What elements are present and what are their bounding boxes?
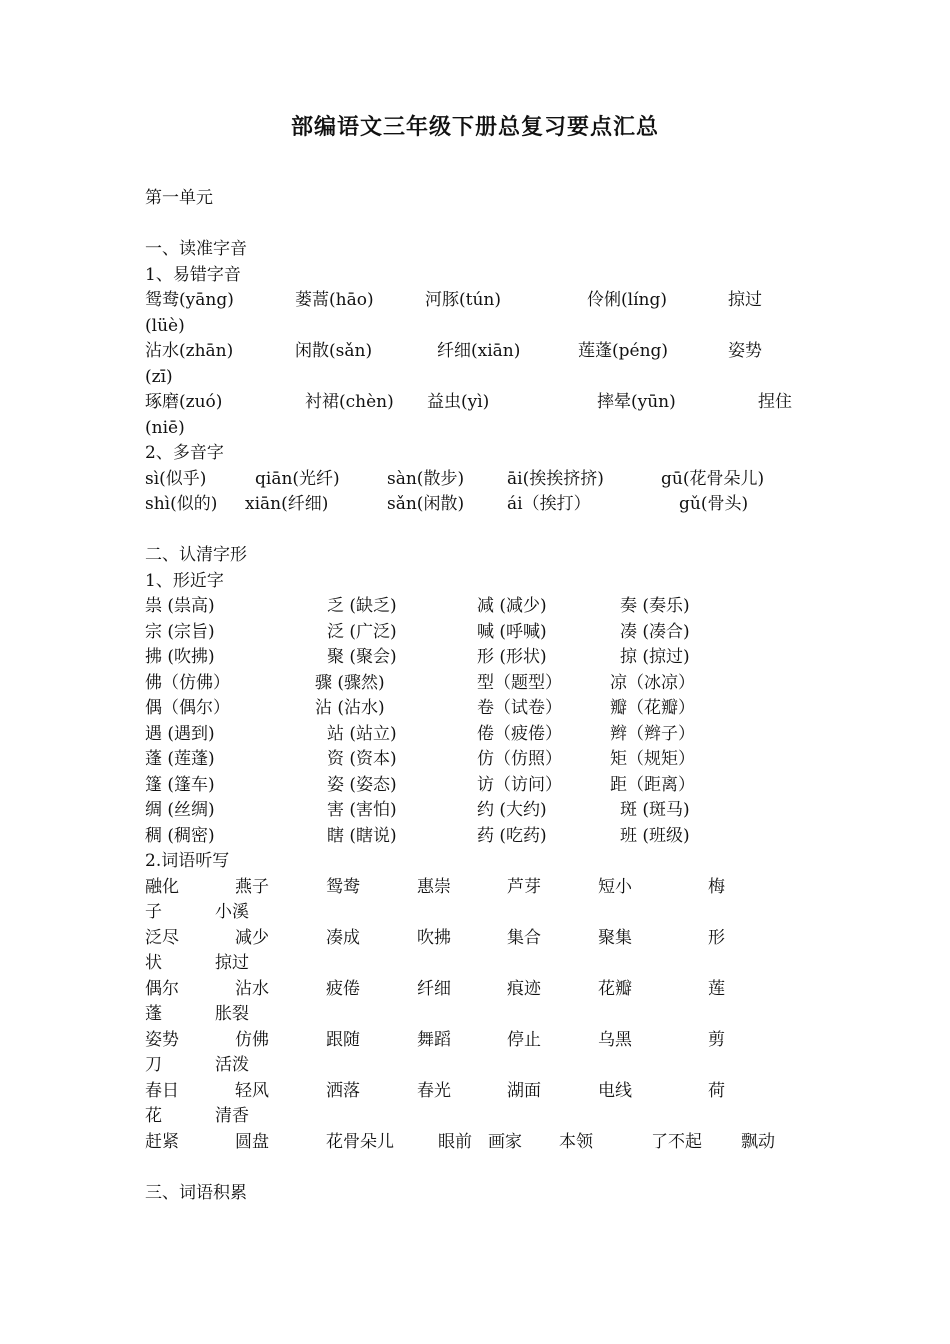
- shape-item: 约 (大约): [477, 800, 547, 820]
- section-heading: 一、读准字音: [145, 239, 247, 259]
- pron-item: 鸳鸯(yāng): [145, 290, 234, 310]
- dictation-row: [145, 926, 805, 952]
- dictation-word: 春光: [417, 1080, 451, 1101]
- dictation-word: 画家: [488, 1131, 522, 1152]
- dictation-word: 沾水: [235, 978, 269, 999]
- dictation-word: 泛尽: [145, 927, 179, 948]
- pron-item: 纤细(xiān): [437, 341, 521, 361]
- shape-item: 卷（试卷）: [477, 698, 562, 718]
- shape-row: [145, 671, 805, 697]
- dictation-word: 惠崇: [417, 876, 451, 897]
- dictation-row: [145, 1130, 805, 1156]
- pron-item: 河豚(tún): [425, 290, 501, 310]
- poly-row: [145, 467, 805, 493]
- dictation-word: 融化: [145, 876, 179, 897]
- dictation-wrap: [145, 951, 805, 977]
- shape-item: 型（题型）: [477, 672, 562, 693]
- shape-item: 遇 (遇到): [145, 723, 215, 744]
- dictation-row: [145, 977, 805, 1003]
- shape-row: [145, 722, 805, 748]
- dictation-word: 清香: [215, 1106, 249, 1126]
- dictation-word: 春日: [145, 1080, 179, 1101]
- dictation-word: 荷: [708, 1080, 725, 1101]
- shape-item: 拂 (吹拂): [145, 647, 215, 667]
- dictation-word: 吹拂: [417, 927, 451, 948]
- pron-row: [145, 339, 805, 365]
- dictation-word: 芦芽: [507, 876, 541, 897]
- dictation-word: 剪: [708, 1029, 725, 1050]
- shape-item: 沾 (沾水): [315, 698, 385, 718]
- shape-item: 形 (形状): [477, 647, 547, 667]
- dictation-word: 舞蹈: [417, 1029, 451, 1050]
- dictation-word: 本领: [559, 1131, 593, 1152]
- pron-item: 捏住: [758, 392, 792, 412]
- dictation-word: 减少: [235, 927, 269, 948]
- shape-item: 骤 (骤然): [315, 672, 385, 693]
- page-title: 部编语文三年级下册总复习要点汇总: [290, 115, 659, 140]
- pron-item: 伶俐(líng): [587, 290, 667, 310]
- dictation-word: 燕子: [235, 876, 269, 897]
- dictation-word: 活泼: [215, 1055, 249, 1075]
- shape-item: 访（访问）: [477, 774, 562, 795]
- pron-row: [145, 390, 805, 416]
- shape-row: [145, 747, 805, 773]
- subsection-heading: 1、易错字音: [145, 264, 241, 285]
- shape-item: 站 (站立): [327, 723, 397, 744]
- dictation-word: 花骨朵儿: [326, 1131, 394, 1152]
- shape-row: [145, 645, 805, 671]
- shape-item: 资 (资本): [327, 749, 397, 769]
- shape-item: 仿（仿照）: [477, 749, 562, 769]
- dictation-word: 痕迹: [507, 978, 541, 999]
- dictation-row: [145, 1028, 805, 1054]
- shape-item: 凉（冰凉）: [610, 672, 695, 693]
- poly-item: gǔ(骨头): [679, 494, 749, 514]
- shape-item: 泛 (广泛): [327, 621, 397, 642]
- shape-item: 瓣（花瓣）: [610, 698, 695, 718]
- pron-row: [145, 288, 805, 314]
- dictation-word: 子: [145, 902, 162, 922]
- pron-item: 姿势: [728, 341, 762, 361]
- dictation-word: 凑成: [326, 927, 360, 948]
- shape-row: [145, 620, 805, 646]
- dictation-word: 掠过: [215, 953, 249, 973]
- shape-item: 凑 (凑合): [620, 621, 690, 642]
- poly-item: sì(似乎): [145, 468, 207, 489]
- shape-row: [145, 798, 805, 824]
- dictation-word: 花瓣: [598, 978, 632, 999]
- poly-item: qiān(光纤): [255, 468, 340, 489]
- dictation-word: 莲: [708, 978, 725, 999]
- shape-item: 奏 (奏乐): [620, 596, 690, 616]
- dictation-wrap: [145, 1002, 805, 1028]
- dictation-word: 停止: [507, 1029, 541, 1050]
- pron-item: 掠过: [728, 290, 762, 310]
- dictation-word: 集合: [507, 927, 541, 948]
- shape-item: 距（距离）: [610, 774, 695, 795]
- shape-item: 姿 (姿态): [327, 774, 397, 795]
- dictation-word: 聚集: [598, 927, 632, 948]
- pron-item: 益虫(yì): [427, 392, 490, 412]
- shape-item: 喊 (呼喊): [477, 621, 547, 642]
- pron-wrap: (lüè): [145, 315, 185, 336]
- pron-item: 琢磨(zuó): [145, 392, 223, 412]
- poly-item: sǎn(闲散): [387, 494, 465, 514]
- subsection-heading: 2、多音字: [145, 443, 224, 463]
- dictation-word: 短小: [598, 876, 632, 897]
- shape-row: [145, 824, 805, 850]
- dictation-word: 洒落: [326, 1080, 360, 1101]
- shape-item: 蓬 (莲蓬): [145, 749, 215, 769]
- shape-item: 矩（规矩）: [610, 749, 695, 769]
- shape-row: [145, 773, 805, 799]
- pron-wrap: (zī): [145, 366, 173, 387]
- subsection-heading: 1、形近字: [145, 570, 224, 591]
- dictation-word: 圆盘: [235, 1131, 269, 1152]
- dictation-word: 小溪: [215, 902, 249, 922]
- dictation-word: 形: [708, 927, 725, 948]
- shape-item: 偶（偶尔）: [145, 698, 230, 718]
- document-body: [145, 186, 805, 1206]
- subsection-heading: 2.词语听写: [145, 851, 230, 871]
- dictation-word: 胀裂: [215, 1004, 249, 1024]
- shape-item: 瞎 (瞎说): [327, 825, 397, 846]
- shape-item: 辫（辫子）: [610, 723, 695, 744]
- pron-item: 闲散(sǎn): [295, 341, 373, 361]
- dictation-row: [145, 1079, 805, 1105]
- dictation-word: 了不起: [651, 1131, 702, 1152]
- dictation-word: 仿佛: [235, 1029, 269, 1050]
- shape-item: 药 (吃药): [477, 825, 547, 846]
- dictation-word: 花: [145, 1106, 162, 1126]
- shape-item: 乏 (缺乏): [327, 596, 397, 616]
- dictation-word: 眼前: [438, 1131, 472, 1152]
- shape-item: 掠 (掠过): [620, 647, 690, 667]
- pron-wrap: (niē): [145, 417, 185, 438]
- pron-item: 衬裙(chèn): [305, 392, 394, 412]
- poly-item: shì(似的): [145, 494, 218, 514]
- shape-row: [145, 696, 805, 722]
- section-heading: 二、认清字形: [145, 545, 247, 565]
- unit-heading: 第一单元: [145, 188, 213, 208]
- poly-item: gū(花骨朵儿): [661, 468, 765, 489]
- dictation-word: 湖面: [507, 1080, 541, 1101]
- dictation-word: 跟随: [326, 1029, 360, 1050]
- dictation-word: 鸳鸯: [326, 876, 360, 897]
- shape-item: 祟 (祟高): [145, 596, 215, 616]
- shape-item: 篷 (篷车): [145, 774, 215, 795]
- dictation-word: 乌黑: [598, 1029, 632, 1050]
- dictation-word: 电线: [598, 1080, 632, 1101]
- pron-item: 莲蓬(péng): [578, 341, 669, 361]
- dictation-wrap: [145, 900, 805, 926]
- dictation-row: [145, 875, 805, 901]
- shape-item: 减 (减少): [477, 596, 547, 616]
- dictation-word: 纤细: [417, 978, 451, 999]
- dictation-word: 赶紧: [145, 1131, 179, 1152]
- dictation-word: 飘动: [741, 1131, 775, 1152]
- shape-row: [145, 594, 805, 620]
- poly-item: āi(挨挨挤挤): [507, 468, 604, 489]
- section-heading: 三、词语积累: [145, 1182, 247, 1203]
- dictation-word: 梅: [708, 876, 725, 897]
- shape-item: 班 (班级): [620, 825, 690, 846]
- shape-item: 稠 (稠密): [145, 825, 215, 846]
- pron-item: 蒌蒿(hāo): [295, 290, 374, 310]
- poly-row: [145, 492, 805, 518]
- dictation-word: 蓬: [145, 1004, 162, 1024]
- shape-item: 绸 (丝绸): [145, 800, 215, 820]
- dictation-wrap: [145, 1104, 805, 1130]
- dictation-word: 偶尔: [145, 978, 179, 999]
- poly-item: sàn(散步): [387, 468, 465, 489]
- shape-item: 害 (害怕): [327, 800, 397, 820]
- poly-item: ái（挨打）: [507, 494, 591, 514]
- shape-item: 宗 (宗旨): [145, 621, 215, 642]
- dictation-wrap: [145, 1053, 805, 1079]
- dictation-word: 轻风: [235, 1080, 269, 1101]
- shape-item: 倦（疲倦）: [477, 723, 562, 744]
- dictation-word: 状: [145, 953, 162, 973]
- dictation-word: 疲倦: [326, 978, 360, 999]
- poly-item: xiān(纤细): [245, 494, 329, 514]
- shape-item: 聚 (聚会): [327, 647, 397, 667]
- shape-item: 斑 (斑马): [620, 800, 690, 820]
- pron-item: 沾水(zhān): [145, 341, 234, 361]
- dictation-word: 姿势: [145, 1029, 179, 1050]
- shape-item: 佛（仿佛）: [145, 672, 230, 693]
- dictation-word: 刀: [145, 1055, 162, 1075]
- pron-item: 摔晕(yūn): [597, 392, 676, 412]
